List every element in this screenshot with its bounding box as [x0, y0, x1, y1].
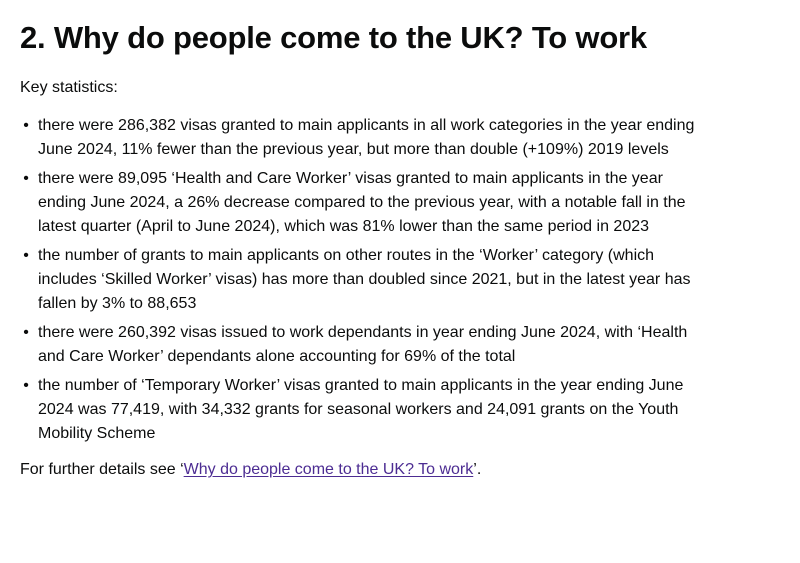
list-item-text: the number of ‘Temporary Worker’ visas granted to main applicants in the year ending June 2024 was 77,419, with 34,332 grants for seasonal workers and 24,091 grants on the Youth Mobility Scheme	[38, 377, 684, 442]
list-item-text: there were 286,382 visas granted to main applicants in all work categories in the year ending June 2024, 11% fewer than the previous year, but more than double (+109%) 2019 levels	[38, 117, 695, 158]
list-item	[23, 321, 706, 369]
list-item	[23, 114, 706, 162]
list-item-text: there were 89,095 ‘Health and Care Worker’ visas granted to main applicants in the year ending June 2024, a 26% decrease compared to the previous year, with a notable fall in the latest quarter (April to June 2024), which was 81% lower than the same period in 2023	[38, 170, 686, 235]
list-item-text: there were 260,392 visas issued to work dependants in year ending June 2024, with ‘Health and Care Worker’ dependants alone accounting for 69% of the total	[38, 324, 688, 365]
bullet-icon: •	[23, 117, 29, 134]
bullet-icon: •	[23, 170, 29, 187]
list-item-text: the number of grants to main applicants on other routes in the ‘Worker’ category (which includes ‘Skilled Worker’ visas) has more than doubled since 2021, but in the latest year has fallen by 3% to 88,653	[38, 247, 691, 312]
key-statistics-list	[20, 114, 800, 446]
section-title: 2. Why do people come to the UK? To work	[20, 20, 647, 55]
further-details-link[interactable]: Why do people come to the UK? To work	[183, 461, 474, 478]
bullet-icon: •	[23, 377, 29, 394]
bullet-icon: •	[23, 247, 29, 264]
list-item	[23, 244, 706, 316]
key-statistics-label: Key statistics:	[20, 79, 118, 96]
further-details-prefix: For further details see ‘	[20, 461, 184, 478]
list-item	[23, 374, 706, 446]
bullet-icon: •	[23, 324, 29, 341]
further-details-suffix: ’.	[473, 461, 482, 478]
list-item	[23, 167, 706, 239]
further-details	[20, 458, 800, 482]
